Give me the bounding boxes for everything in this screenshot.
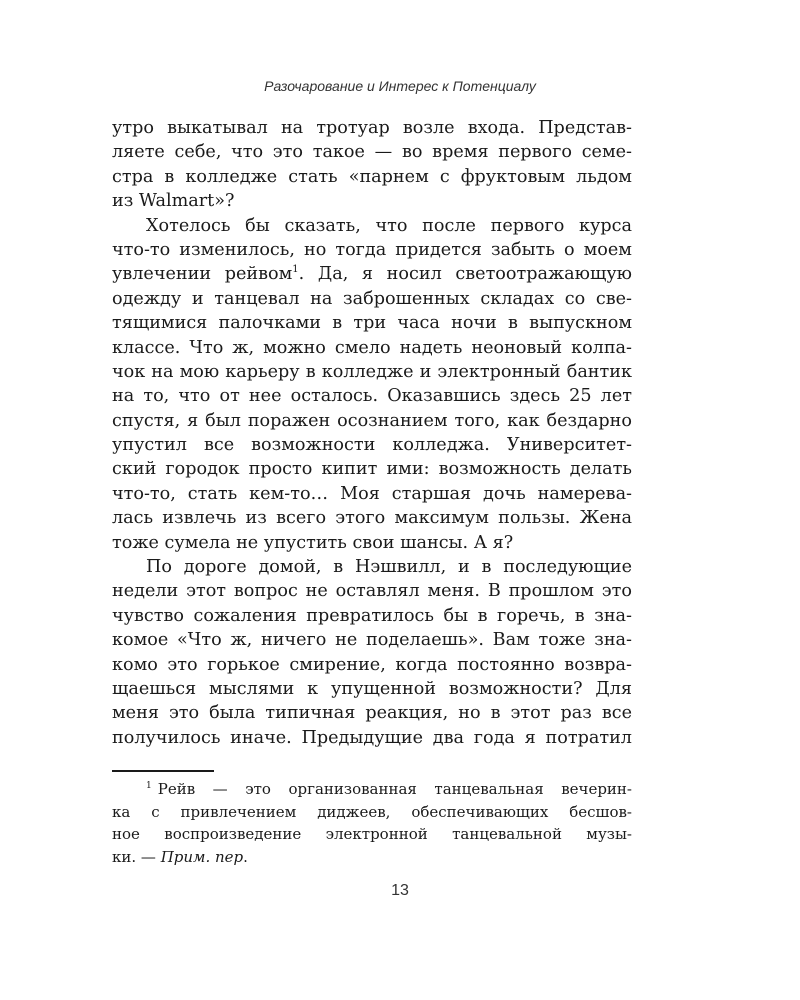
- text-line: классе. Что ж, можно смело надеть неоновый колпа-: [112, 337, 632, 358]
- running-head: Разочарование и Интерес к Потенциалу: [264, 78, 536, 94]
- text-line: ский городок просто кипит ими: возможность делать: [112, 459, 632, 480]
- text-segment: .: [243, 847, 248, 866]
- footnote-reference[interactable]: 1: [292, 264, 299, 276]
- text-line: ляете себе, что это такое — во время первого семе-: [112, 142, 632, 163]
- text-line: спустя, я был поражен осознанием того, как бездарно: [112, 410, 632, 431]
- footnote-line: ка с привлечением диджеев, обеспечивающих бесшов-: [112, 802, 632, 821]
- text-line: комо это горькое смирение, когда постоянно возвра-: [112, 654, 632, 675]
- text-line: тоже сумела не упустить свои шансы. А я?: [112, 532, 514, 553]
- text-line: недели этот вопрос не оставлял меня. В прошлом это: [112, 581, 632, 602]
- footnote-line: [112, 778, 632, 801]
- text-line: По дороге домой, в Нэшвилл, и в последующие: [146, 557, 632, 578]
- footnote-divider: [112, 770, 214, 772]
- footnote-line: ное воспроизведение электронной танцевальной музы-: [112, 825, 632, 843]
- text-line: комое «Что ж, ничего не поделаешь». Вам тоже зна-: [112, 630, 632, 651]
- text-line: щаешься мыслями к упущенной возможности? Для: [112, 678, 632, 699]
- text-line: стра в колледже стать «парнем с фруктовым льдом: [112, 166, 632, 187]
- text-line: что-то изменилось, но тогда придется забыть о моем: [112, 239, 632, 260]
- footnote: [112, 778, 632, 868]
- text-segment: Рейв — это организованная танцевальная вечерин-: [157, 780, 632, 798]
- text-line: упустил все возможности колледжа. Университет-: [112, 435, 632, 456]
- text-line: что-то, стать кем-то… Моя старшая дочь намерева-: [112, 483, 632, 504]
- text-segment: увлечении рейвом: [112, 264, 293, 285]
- text-line: из Walmart»?: [112, 191, 235, 212]
- text-line: меня это была типичная реакция, но в этот раз все: [112, 703, 632, 724]
- text-line: лась извлечь из всего этого максимум пользы. Жена: [112, 508, 632, 529]
- page-number: 13: [391, 882, 409, 899]
- text-segment: . Да, я носил светоотражающую: [298, 264, 632, 285]
- text-line: на то, что от нее осталось. Оказавшись здесь 25 лет: [112, 386, 632, 407]
- footnote-marker: 1: [146, 781, 152, 791]
- text-line: чувство сожаления превратилось бы в горечь, в зна-: [112, 605, 632, 626]
- text-line: [112, 262, 632, 286]
- text-line: утро выкатывал на тротуар возле входа. Представ-: [112, 118, 632, 138]
- text-line: чок на мою карьеру в колледже и электронный бантик: [112, 361, 632, 382]
- main-text: [112, 116, 632, 750]
- footnote-line: [112, 846, 632, 869]
- translator-note: Прим. пер: [160, 847, 244, 866]
- text-line: Хотелось бы сказать, что после первого курса: [146, 215, 632, 236]
- text-line: тящимися палочками в три часа ночи в выпускном: [112, 313, 632, 334]
- text-line: получилось иначе. Предыдущие два года я потратил: [112, 727, 632, 748]
- text-segment: ки. —: [112, 847, 161, 866]
- text-line: одежду и танцевал на заброшенных складах со све-: [112, 288, 632, 309]
